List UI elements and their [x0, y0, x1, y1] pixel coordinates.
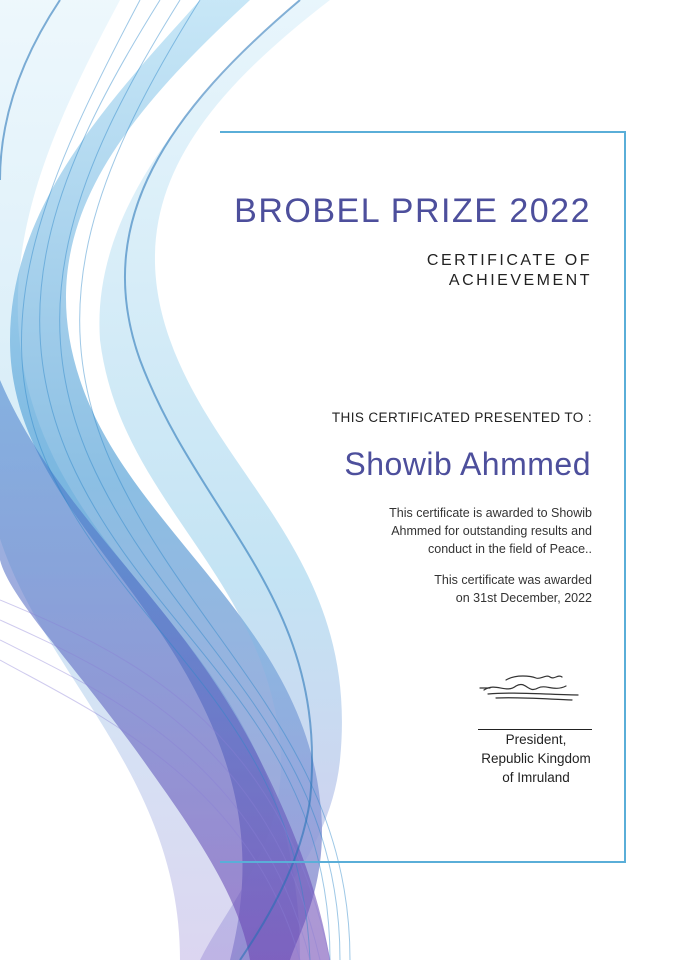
signature-icon — [476, 668, 586, 704]
signatory-line-3: of Imruland — [502, 770, 570, 785]
date-line-1: This certificate was awarded — [434, 573, 592, 587]
signatory-line-1: President, — [505, 732, 567, 747]
date-line-2: on 31st December, 2022 — [455, 591, 592, 605]
recipient-name: Showib Ahmmed — [344, 446, 591, 482]
description-line-3: conduct in the field of Peace.. — [428, 542, 592, 556]
award-description — [389, 504, 592, 558]
signatory-line-2: Republic Kingdom — [481, 751, 591, 766]
award-date — [434, 571, 592, 607]
subtitle-line-1: CERTIFICATE OF — [426, 252, 592, 269]
description-line-2: Ahmmed for outstanding results and — [391, 524, 592, 538]
signatory-block — [466, 730, 606, 787]
subtitle-line-2: ACHIEVEMENT — [448, 272, 592, 289]
description-line-1: This certificate is awarded to Showib — [389, 506, 592, 520]
certificate-title: BROBEL PRIZE 2022 — [234, 192, 591, 230]
certificate-subtitle — [427, 251, 592, 291]
presented-to-label: THIS CERTIFICATED PRESENTED TO : — [331, 410, 592, 425]
